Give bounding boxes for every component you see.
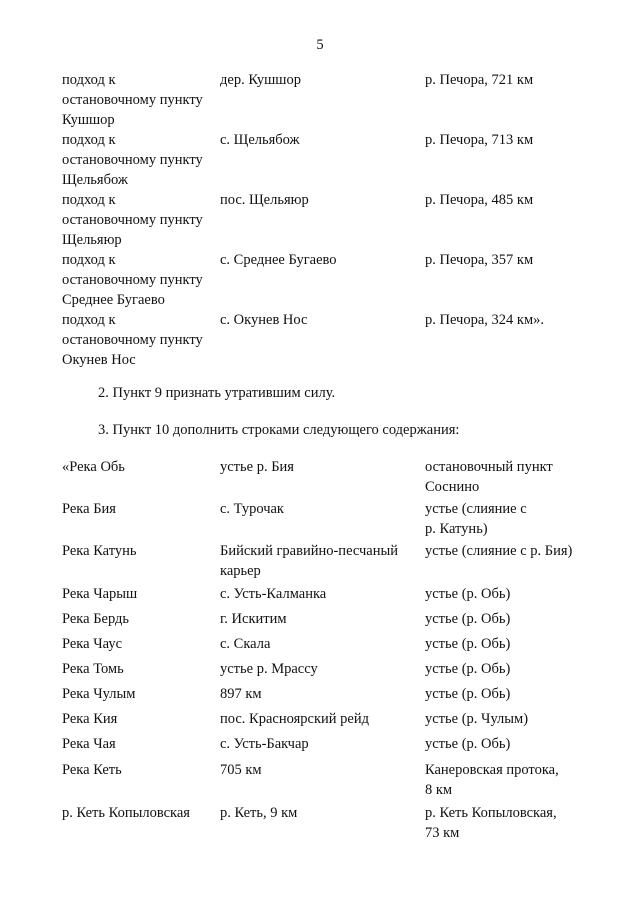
table-cell-river: р. Кеть Копыловская xyxy=(62,805,190,821)
table-cell-what: подход к остановочному пункту Окунев Нос xyxy=(62,312,203,368)
table-cell-to: устье (р. Обь) xyxy=(425,586,511,602)
paragraph-item-3: 3. Пункт 10 дополнить строками следующего содержания: xyxy=(98,422,460,438)
table-cell-from: Бийский гравийно-песчаный карьер xyxy=(220,543,399,579)
table-cell-to: устье (р. Обь) xyxy=(425,661,511,677)
paragraph-item-2: 2. Пункт 9 признать утратившим силу. xyxy=(98,385,336,401)
table-cell-what: подход к остановочному пункту Кушшор xyxy=(62,72,203,128)
table-cell-from: 705 км xyxy=(220,762,262,778)
table-cell-place: с. Среднее Бугаево xyxy=(220,252,337,268)
table-cell-river: «Река Обь xyxy=(62,459,125,475)
table-cell-from: устье р. Мрассу xyxy=(220,661,318,677)
table-cell-from: г. Искитим xyxy=(220,611,287,627)
table-cell-from: пос. Красноярский рейд xyxy=(220,711,369,727)
table-cell-river: Река Томь xyxy=(62,661,124,677)
table-cell-to: остановочный пункт Соснино xyxy=(425,459,553,495)
table-cell-to: устье (р. Обь) xyxy=(425,736,511,752)
table-cell-location: р. Печора, 485 км xyxy=(425,192,534,208)
table-cell-location: р. Печора, 324 км». xyxy=(425,312,544,328)
table-cell-river: Река Чулым xyxy=(62,686,136,702)
table-cell-what: подход к остановочному пункту Щельяюр xyxy=(62,192,203,248)
table-cell-from: устье р. Бия xyxy=(220,459,294,475)
table-cell-what: подход к остановочному пункту Щельябож xyxy=(62,132,203,188)
table-cell-what: подход к остановочному пункту Среднее Бугаево xyxy=(62,252,203,308)
table-cell-river: Река Бердь xyxy=(62,611,130,627)
table-cell-from: с. Скала xyxy=(220,636,271,652)
table-cell-place: с. Окунев Нос xyxy=(220,312,308,328)
table-cell-to: устье (слияние с р. Бия) xyxy=(425,543,573,559)
table-cell-location: р. Печора, 721 км xyxy=(425,72,534,88)
table-cell-location: р. Печора, 357 км xyxy=(425,252,534,268)
table-cell-to: устье (р. Обь) xyxy=(425,611,511,627)
table-cell-from: с. Турочак xyxy=(220,501,284,517)
table-cell-location: р. Печора, 713 км xyxy=(425,132,534,148)
table-cell-place: с. Щельябож xyxy=(220,132,300,148)
table-cell-river: Река Чая xyxy=(62,736,116,752)
table-cell-to: устье (р. Обь) xyxy=(425,686,511,702)
table-cell-place: пос. Щельяюр xyxy=(220,192,309,208)
table-cell-river: Река Катунь xyxy=(62,543,137,559)
table-cell-to: устье (слияние с р. Катунь) xyxy=(425,501,527,537)
table-cell-from: р. Кеть, 9 км xyxy=(220,805,298,821)
table-cell-river: Река Чарыш xyxy=(62,586,138,602)
table-cell-river: Река Чаус xyxy=(62,636,123,652)
table-cell-to: р. Кеть Копыловская, 73 км xyxy=(425,805,557,841)
table-cell-river: Река Кеть xyxy=(62,762,122,778)
table-cell-to: Канеровская протока, 8 км xyxy=(425,762,559,798)
page-number: 5 xyxy=(316,37,324,53)
table-cell-place: дер. Кушшор xyxy=(220,72,301,88)
table-cell-river: Река Кия xyxy=(62,711,118,727)
table-cell-from: с. Усть-Калманка xyxy=(220,586,327,602)
table-cell-to: устье (р. Обь) xyxy=(425,636,511,652)
table-cell-river: Река Бия xyxy=(62,501,116,517)
table-cell-to: устье (р. Чулым) xyxy=(425,711,529,727)
table-cell-from: с. Усть-Бакчар xyxy=(220,736,309,752)
table-cell-from: 897 км xyxy=(220,686,262,702)
